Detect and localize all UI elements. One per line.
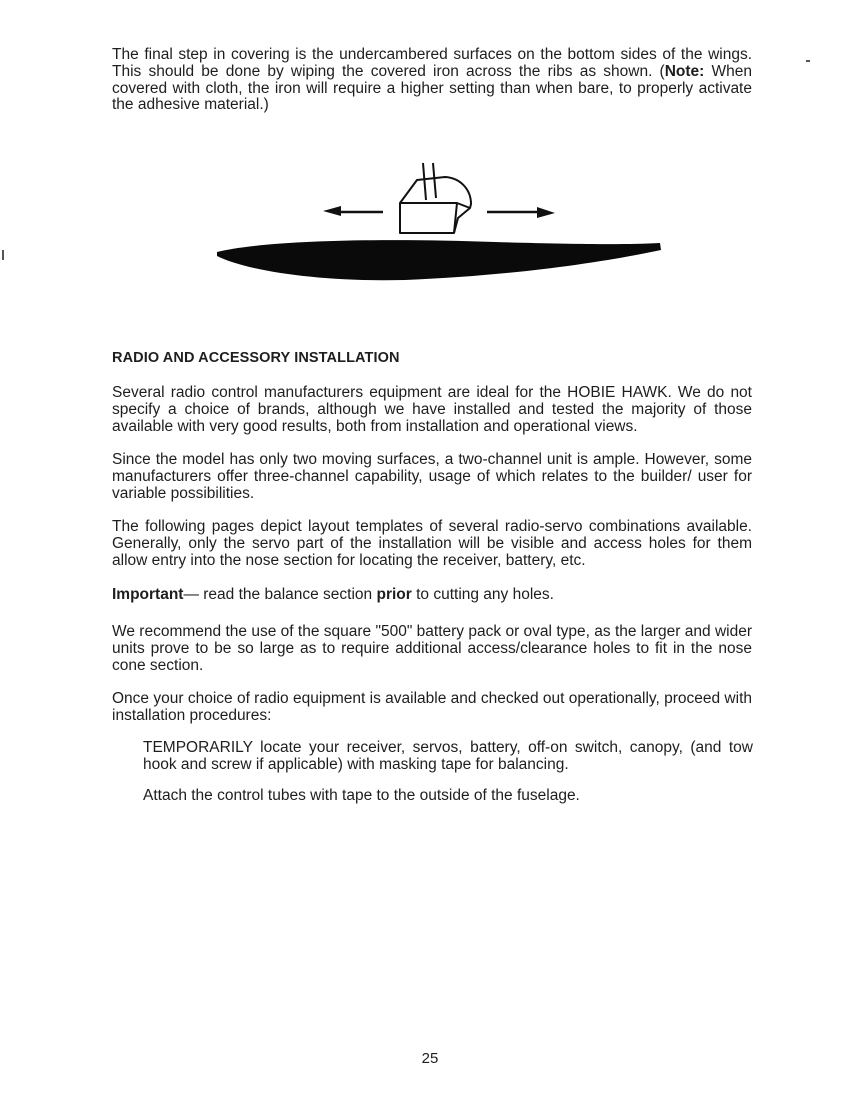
paragraph-temporarily-locate: TEMPORARILY locate your receiver, servos, battery, off-on switch, canopy, (and tow hook and screw if applicable) with masking tape for balancing. [143, 739, 753, 773]
paragraph-installation-intro: Once your choice of radio equipment is available and checked out operationally, proceed with installation procedures: [112, 690, 752, 724]
paragraph-channels: Since the model has only two moving surfaces, a two-channel unit is ample. However, some manufacturers offer three-channel capability, usage of which relates to the builder/ user for variable possibilities. [112, 451, 752, 502]
paragraph-important [112, 587, 752, 604]
intro-text-start: The final step in covering is the undercambered surfaces on the bottom sides of the wings. This should be done by wiping the covered iron across the ribs as shown. ( [112, 46, 752, 80]
important-label: Important [112, 586, 184, 603]
page-number: 25 [421, 1050, 439, 1067]
scan-mark [2, 250, 4, 260]
important-mid: — read the balance section [183, 586, 377, 603]
paragraph-templates: The following pages depict layout templates of several radio-servo combinations available. Generally, only the servo part of the installation will be visible and access holes for them allow entry into the nose section for locating the receiver, battery, etc. [112, 518, 752, 569]
arrow-right-icon [487, 207, 555, 218]
paragraph-radio-brands: Several radio control manufacturers equipment are ideal for the HOBIE HAWK. We do not specify a choice of brands, although we have installed and tested the majority of those available with very good results, both from installation and operational views. [112, 384, 752, 435]
ironing-diagram [205, 160, 675, 290]
iron-icon [400, 163, 471, 233]
important-end: to cutting any holes. [411, 586, 554, 603]
paragraph-battery-pack: We recommend the use of the square "500" battery pack or oval type, as the larger and wider units prove to be so large as to require additional access/clearance holes to fit in the nose cone section. [112, 623, 752, 674]
intro-text-end: When covered with cloth, the iron will require a higher setting than when bare, to properly activate the adhesive material.) [112, 62, 752, 114]
scan-mark [806, 60, 810, 62]
intro-paragraph [112, 47, 752, 114]
prior-label: prior [376, 586, 412, 603]
paragraph-control-tubes: Attach the control tubes with tape to the outside of the fuselage. [143, 787, 580, 804]
section-heading: RADIO AND ACCESSORY INSTALLATION [112, 350, 400, 366]
note-label: Note: [664, 62, 705, 80]
wing-airfoil-icon [217, 240, 661, 280]
arrow-left-icon [323, 206, 383, 216]
